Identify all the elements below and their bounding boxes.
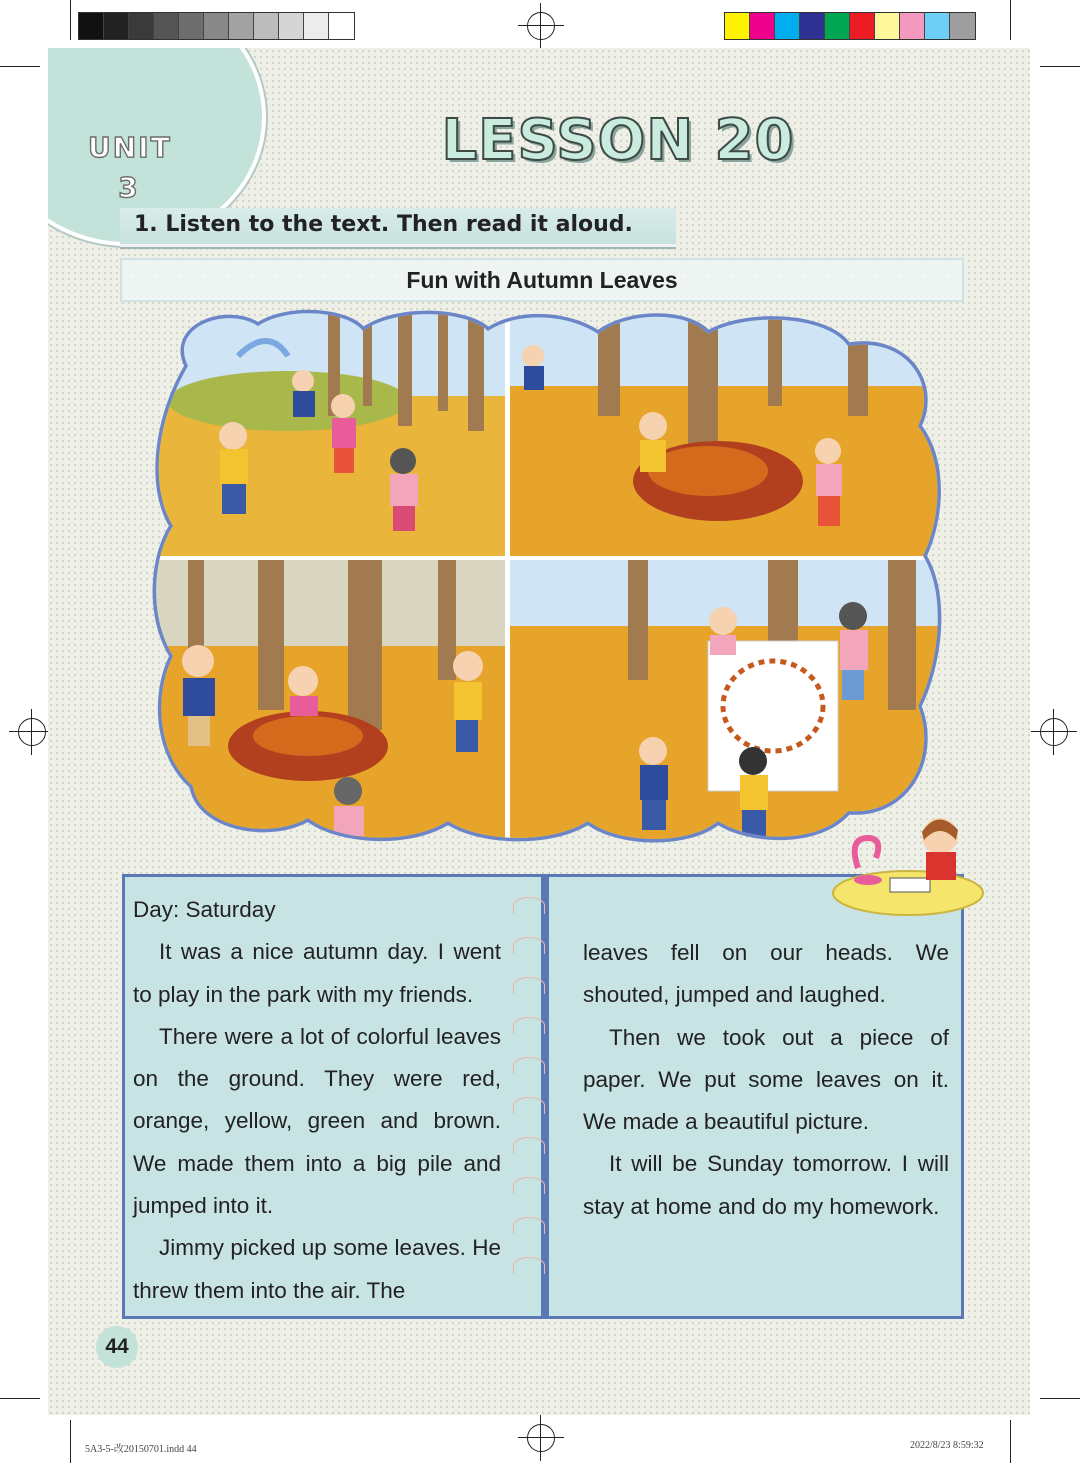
binder-ring: [513, 1097, 545, 1114]
binder-ring: [513, 1137, 545, 1154]
lesson-title: LESSON 20: [441, 108, 795, 173]
paragraph: Then we took out a piece of paper. We put some leaves on it. We made a beautiful picture.: [583, 1024, 949, 1135]
child-figure: [334, 777, 364, 836]
crop-mark: [1040, 1398, 1080, 1399]
binder-ring: [513, 937, 545, 954]
panel-children-running-park: [148, 306, 506, 556]
panel-children-by-leaf-pile: [510, 306, 948, 556]
timestamp-slug: 2022/8/23 8:59:32: [910, 1440, 984, 1451]
binder-ring: [513, 1017, 545, 1034]
reading-text-panel: [122, 874, 964, 1319]
child-figure: [639, 412, 667, 472]
story-title: Fun with Autumn Leaves: [120, 258, 964, 302]
registration-mark-top: [527, 12, 555, 40]
girl-reading-illustration: [828, 808, 988, 918]
binder-ring: [513, 1057, 545, 1074]
cmyk-color-bar: [724, 12, 976, 40]
crop-mark: [1010, 1420, 1011, 1463]
instruction-text: 1. Listen to the text. Then read it aloud.: [134, 212, 633, 237]
paragraph: It was a nice autumn day. I went to play in the park with my friends.: [133, 939, 501, 1007]
text-column-right: [583, 932, 949, 1228]
file-slug: 5A3-5-改20150701.indd 44: [85, 1444, 197, 1455]
binder-ring: [513, 1217, 545, 1234]
crop-mark: [1040, 66, 1080, 67]
textbook-page: [48, 48, 1030, 1415]
diary-day: Day: Saturday: [133, 897, 276, 922]
unit-label: [88, 128, 170, 208]
registration-mark-left: [18, 718, 46, 746]
crop-mark: [70, 0, 71, 40]
grayscale-color-bar: [78, 12, 355, 40]
child-figure: [390, 448, 418, 531]
child-figure: [219, 422, 248, 514]
paragraph: Jimmy picked up some leaves. He threw them into the air. The: [133, 1235, 501, 1303]
child-figure: [292, 370, 315, 417]
text-column-left: [133, 889, 501, 1312]
binder-ring: [513, 1257, 545, 1274]
binder-ring: [513, 977, 545, 994]
child-figure: [839, 602, 868, 700]
panel-children-making-leaf-picture: [510, 560, 948, 846]
unit-word: UNIT: [88, 131, 172, 164]
registration-mark-right: [1040, 718, 1068, 746]
story-illustration: [148, 306, 948, 846]
binder-ring: [513, 897, 545, 914]
page-number: 44: [96, 1326, 138, 1368]
child-figure: [331, 394, 356, 473]
unit-number: 3: [118, 171, 140, 204]
binder-ring: [513, 1177, 545, 1194]
child-figure: [522, 345, 544, 390]
crop-mark: [0, 66, 40, 67]
child-figure: [815, 438, 842, 526]
panel-children-throwing-leaves: [148, 560, 506, 846]
paragraph: There were a lot of colorful leaves on the ground. They were red, orange, yellow, green and brown. We made them into a big pile and jumped into it.: [133, 1023, 501, 1219]
crop-mark: [1010, 0, 1011, 40]
crop-mark: [0, 1398, 40, 1399]
child-figure: [739, 747, 768, 840]
registration-mark-bottom: [527, 1424, 555, 1452]
crop-mark: [70, 1420, 71, 1463]
child-figure: [639, 737, 668, 830]
instruction-bar: [120, 208, 676, 247]
child-figure: [288, 666, 318, 716]
paragraph-continuation: leaves fell on our heads. We shouted, jumped and laughed.: [583, 940, 949, 1008]
paragraph: It will be Sunday tomorrow. I will stay at home and do my homework.: [583, 1151, 949, 1219]
